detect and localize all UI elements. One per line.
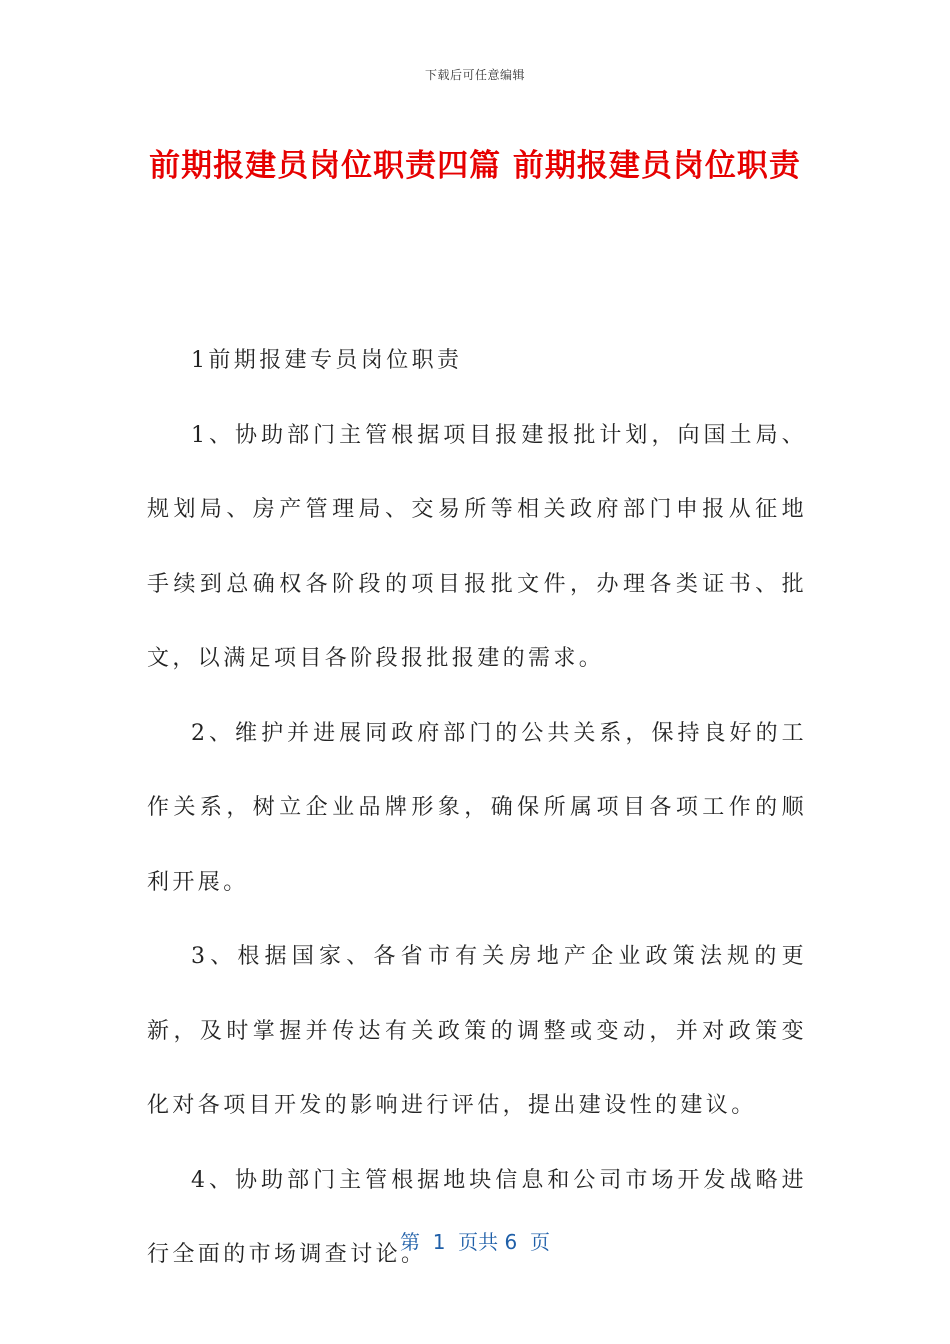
- paragraph: 4、协助部门主管根据地块信息和公司市场开发战略进行全面的市场调查讨论。: [147, 1167, 807, 1267]
- document-title: 前期报建员岗位职责四篇 前期报建员岗位职责: [149, 148, 801, 184]
- page-footer: 第 1 页共 6 页: [400, 1230, 550, 1254]
- section-heading: 1前期报建专员岗位职责: [191, 348, 463, 373]
- paragraph: 2、维护并进展同政府部门的公共关系，保持良好的工作关系，树立企业品牌形象，确保所属项目各项工作的顺利开展。: [147, 720, 807, 895]
- paragraph: 1、协助部门主管根据项目报建报批计划，向国土局、规划局、房产管理局、交易所等相关政府部门申报从征地手续到总确权各阶段的项目报批文件，办理各类证书、批文，以满足项目各阶段报批报建的需求。: [147, 422, 807, 671]
- document-body: [147, 324, 807, 1293]
- paragraph: 3、根据国家、各省市有关房地产企业政策法规的更新，及时掌握并传达有关政策的调整或变动，并对政策变化对各项目开发的影响进行评估，提出建设性的建议。: [147, 944, 807, 1118]
- header-note: 下载后可任意编辑: [424, 68, 525, 82]
